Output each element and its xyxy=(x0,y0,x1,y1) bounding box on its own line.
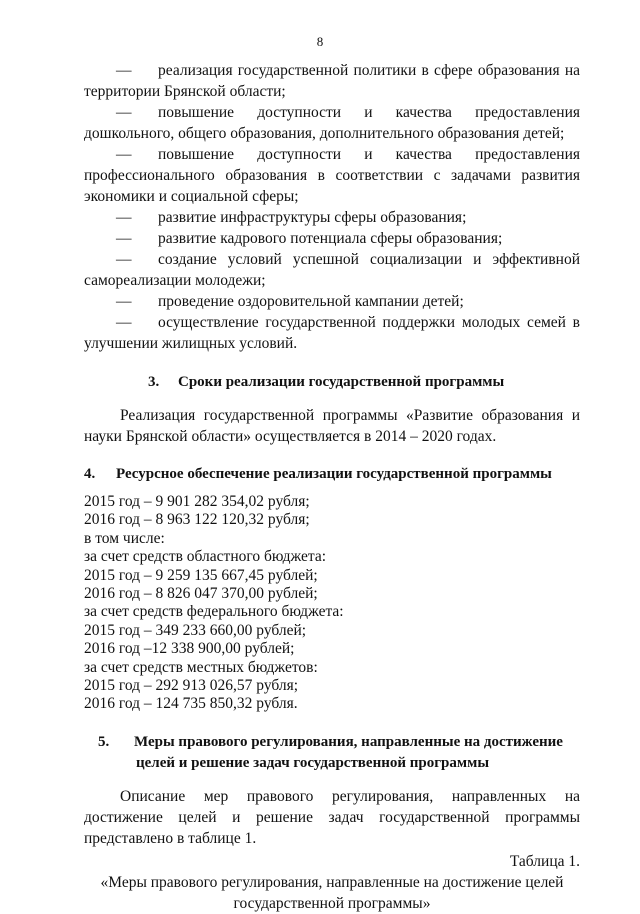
resource-line: 2015 год – 292 913 026,57 рубля; xyxy=(84,677,299,695)
table-label: Таблица 1. xyxy=(509,852,580,870)
section-4-title: Ресурсное обеспечение реализации государственной программы xyxy=(116,466,552,482)
list-item-continuation: профессионального образования в соответствии с задачами развития экономики и социальной сферы; xyxy=(84,167,580,205)
resource-line: 2016 год –12 338 900,00 рублей; xyxy=(84,640,295,658)
list-item xyxy=(84,207,580,228)
list-item-continuation: дошкольного, общего образования, дополнительного образования детей; xyxy=(84,125,565,142)
table-title-line1: «Меры правового регулирования, направленные на достижение целей xyxy=(100,873,564,891)
resource-list xyxy=(84,493,580,714)
list-item-continuation: самореализации молодежи; xyxy=(84,272,266,289)
list-dash: — xyxy=(116,209,132,226)
list-dash: — xyxy=(116,62,132,79)
resource-line: за счет средств областного бюджета: xyxy=(84,548,327,566)
list-item-text: развитие кадрового потенциала сферы образования; xyxy=(158,230,503,247)
list-item-text: создание условий успешной социализации и эффективной xyxy=(158,251,580,268)
goals-list xyxy=(84,60,580,354)
page-number: 8 xyxy=(316,34,324,49)
list-item-text: повышение доступности и качества предоставления xyxy=(158,146,580,163)
resource-line: за счет средств местных бюджетов: xyxy=(84,658,318,676)
list-item xyxy=(84,249,580,270)
list-dash: — xyxy=(116,146,132,163)
list-item-text: повышение доступности и качества предоставления xyxy=(158,104,580,121)
list-item-continuation: улучшении жилищных условий. xyxy=(84,335,298,352)
list-item-text: осуществление государственной поддержки молодых семей в xyxy=(158,314,580,331)
list-item-text: проведение оздоровительной кампании детей; xyxy=(158,293,464,310)
list-item xyxy=(84,144,580,165)
list-item-text: развитие инфраструктуры сферы образования; xyxy=(158,209,467,226)
section-3-text: Реализация государственной программы «Развитие образования и науки Брянской области» осуществляется в 2014 – 2020 годах. xyxy=(84,407,580,445)
list-dash: — xyxy=(116,293,132,310)
list-dash: — xyxy=(116,104,132,121)
resource-line: 2015 год – 9 259 135 667,45 рублей; xyxy=(84,566,318,584)
page-content xyxy=(84,60,580,914)
section-5-heading xyxy=(84,732,580,774)
list-dash: — xyxy=(116,230,132,247)
list-dash: — xyxy=(116,314,132,331)
section-4-number: 4. xyxy=(84,466,96,482)
resource-line: в том числе: xyxy=(84,529,165,547)
list-item xyxy=(84,228,580,249)
resource-line: 2015 год – 9 901 282 354,02 рубля; xyxy=(84,493,310,510)
resource-line: 2015 год – 349 233 660,00 рублей; xyxy=(84,621,307,639)
section-4-heading xyxy=(84,464,580,485)
table-title-line2: государственной программы» xyxy=(233,894,431,912)
list-item xyxy=(84,60,580,81)
section-5-text: Описание мер правового регулирования, направленных на достижение целей и решение задач государственной программы представлено в таблице 1. xyxy=(84,787,580,847)
list-item-continuation: территории Брянской области; xyxy=(84,83,286,100)
resource-line: 2016 год – 8 963 122 120,32 рубля; xyxy=(84,511,310,529)
list-item xyxy=(84,312,580,333)
resource-line: 2016 год – 124 735 850,32 рубля. xyxy=(84,695,298,713)
section-3-title: Сроки реализации государственной программы xyxy=(178,374,505,390)
list-item xyxy=(84,102,580,123)
section-5-number: 5. xyxy=(98,733,110,750)
section-3-heading xyxy=(84,372,580,393)
section-5-title-line2: целей и решение задач государственной программы xyxy=(136,754,490,771)
resource-line: 2016 год – 8 826 047 370,00 рублей; xyxy=(84,585,318,603)
section-5-title-line1: Меры правового регулирования, направленные на достижение xyxy=(134,733,563,750)
list-item-text: реализация государственной политики в сфере образования на xyxy=(158,62,580,79)
list-item xyxy=(84,291,580,312)
resource-line: за счет средств федерального бюджета: xyxy=(84,603,344,621)
section-3-number: 3. xyxy=(148,374,160,390)
list-dash: — xyxy=(116,251,132,268)
